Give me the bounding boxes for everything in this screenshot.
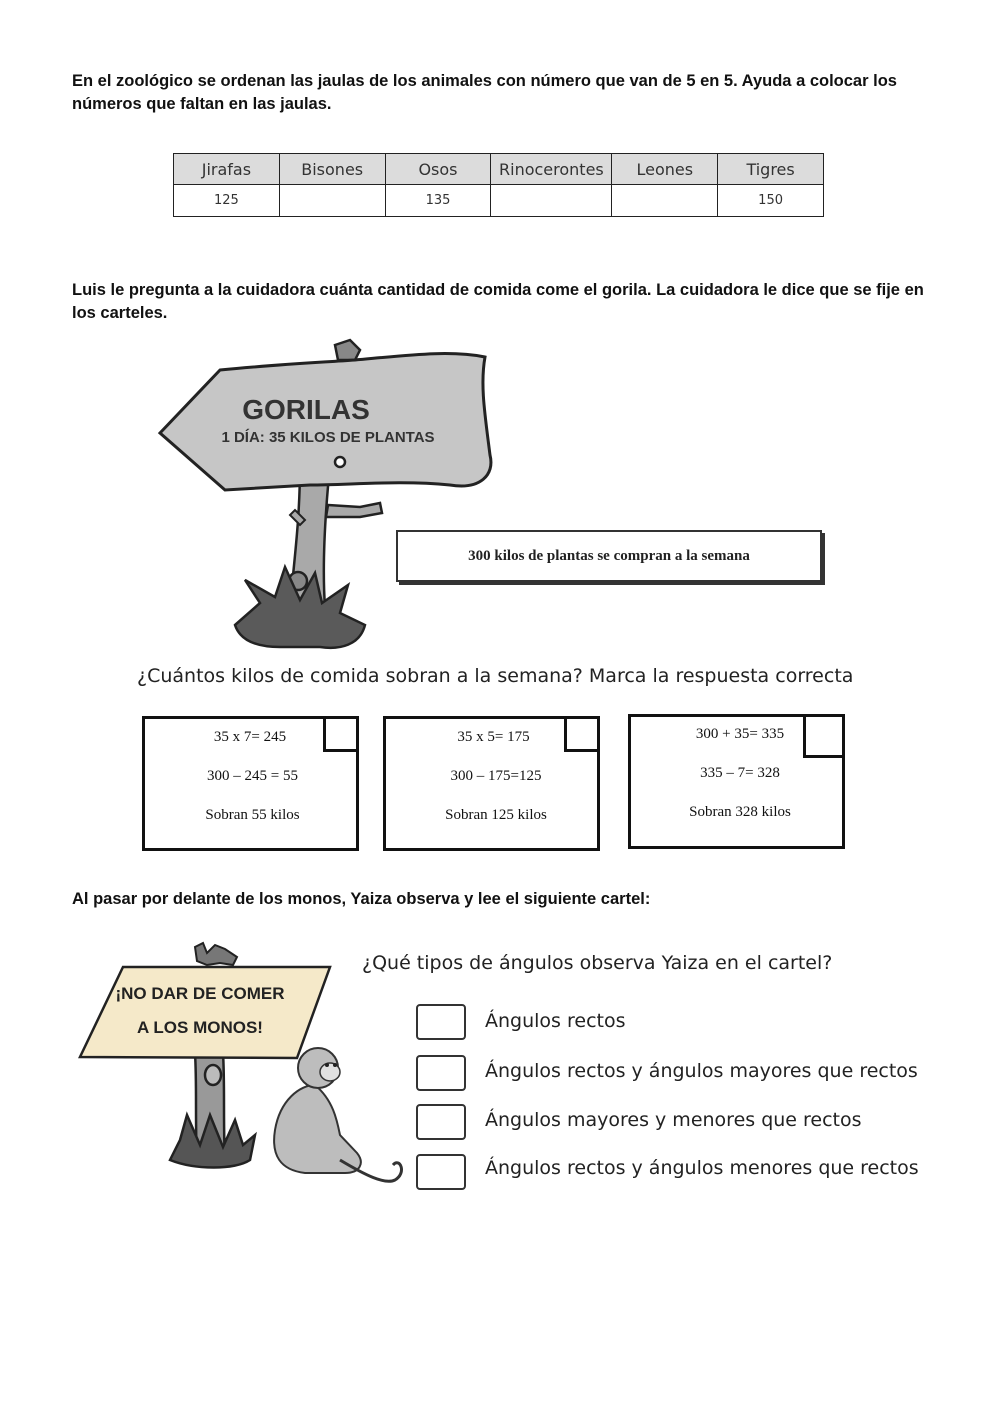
gorilla-sign-illustration — [150, 335, 500, 655]
answer-bisones-input[interactable] — [283, 188, 381, 214]
weekly-purchase-note: 300 kilos de plantas se compran a la semana — [396, 530, 822, 582]
gorilla-sign-title: GORILAS — [242, 394, 370, 425]
q2-prompt: Luis le pregunta a la cuidadora cuánta cantidad de comida come el gorila. La cuidadora le dice que se fije en los carteles. — [72, 281, 924, 322]
value-bisones-cell — [279, 185, 385, 217]
header-bisones: Bisones — [279, 154, 385, 185]
answer-option-2-line1: 35 x 5= 175 — [457, 729, 530, 745]
cages-header-row — [174, 154, 824, 185]
value-tigres: 150 — [718, 185, 824, 217]
answer-option-3[interactable] — [628, 714, 845, 849]
header-jirafas: Jirafas — [174, 154, 280, 185]
angle-option-1-label: Ángulos rectos — [485, 1010, 626, 1032]
answer-option-3-line3: Sobran 328 kilos — [689, 804, 791, 820]
answer-option-3-line2: 335 – 7= 328 — [700, 765, 780, 781]
angle-option-3-checkbox[interactable] — [416, 1104, 466, 1140]
value-rinocerontes-cell — [491, 185, 612, 217]
angle-option-1-checkbox[interactable] — [416, 1004, 466, 1040]
angle-option-4-label: Ángulos rectos y ángulos menores que rectos — [485, 1157, 919, 1179]
q3-question: ¿Qué tipos de ángulos observa Yaiza en el cartel? — [362, 952, 833, 974]
answer-option-1-line2: 300 – 245 = 55 — [207, 768, 298, 784]
angle-option-4-checkbox[interactable] — [416, 1154, 466, 1190]
q1-prompt: En el zoológico se ordenan las jaulas de los animales con número que van de 5 en 5. Ayuda a colocar los números que faltan en las jaulas. — [72, 72, 897, 113]
header-osos: Osos — [385, 154, 491, 185]
q2-question: ¿Cuántos kilos de comida sobran a la semana? Marca la respuesta correcta — [137, 665, 854, 687]
answer-option-3-line1: 300 + 35= 335 — [695, 726, 785, 742]
answer-option-1-line3: Sobran 55 kilos — [205, 807, 300, 823]
value-osos: 135 — [385, 185, 491, 217]
monkey-sign-line2: A LOS MONOS! — [137, 1018, 263, 1037]
angle-option-3-label: Ángulos mayores y menores que rectos — [485, 1109, 862, 1131]
header-tigres: Tigres — [718, 154, 824, 185]
answer-rinocerontes-input[interactable] — [495, 188, 607, 214]
value-jirafas: 125 — [174, 185, 280, 217]
answer-option-1[interactable] — [142, 716, 359, 851]
gorilla-sign-subtitle: 1 DÍA: 35 KILOS DE PLANTAS — [221, 429, 435, 446]
answer-option-2-line2: 300 – 175=125 — [450, 768, 542, 784]
angle-option-2-label: Ángulos rectos y ángulos mayores que rectos — [485, 1060, 918, 1082]
monkey-sign-line1: ¡NO DAR DE COMER — [115, 984, 285, 1003]
monkey-sign-illustration — [75, 935, 415, 1205]
header-leones: Leones — [612, 154, 718, 185]
q3-prompt: Al pasar por delante de los monos, Yaiza observa y lee el siguiente cartel: — [72, 890, 651, 908]
value-leones-cell — [612, 185, 718, 217]
answer-leones-input[interactable] — [616, 188, 714, 214]
answer-option-2[interactable] — [383, 716, 600, 851]
cages-value-row — [174, 185, 824, 217]
cages-table — [173, 153, 824, 217]
answer-option-2-line3: Sobran 125 kilos — [445, 807, 547, 823]
answer-option-1-line1: 35 x 7= 245 — [213, 729, 287, 745]
angle-option-2-checkbox[interactable] — [416, 1055, 466, 1091]
header-rinocerontes: Rinocerontes — [491, 154, 612, 185]
